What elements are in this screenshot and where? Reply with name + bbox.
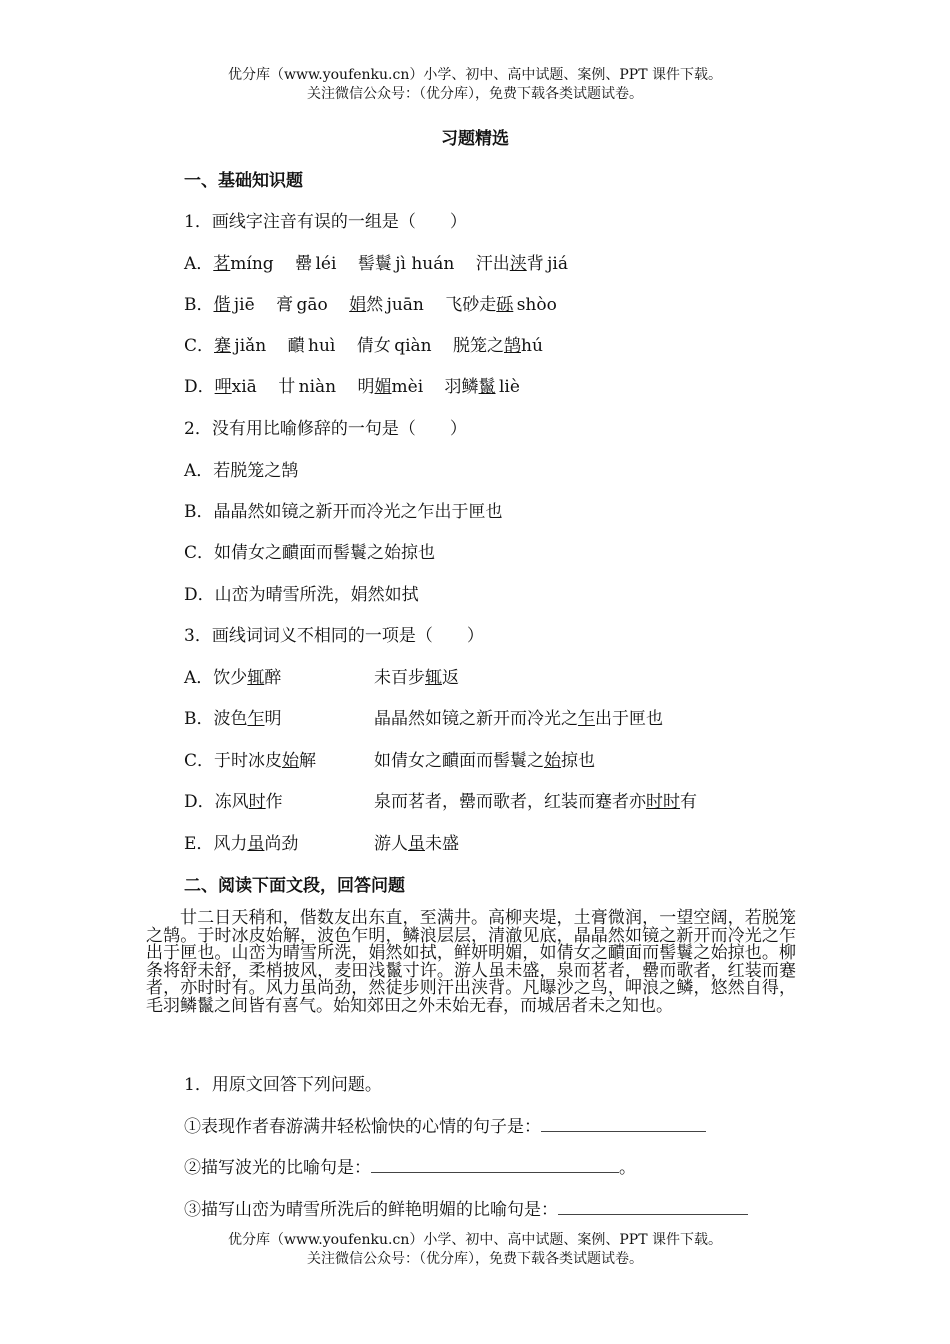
word: 廿 xyxy=(278,377,296,397)
reading-q1-stem: 1．用原文回答下列问题。 xyxy=(184,1075,382,1095)
underlined-char: 呷 xyxy=(214,377,232,397)
q1-option-b xyxy=(184,290,557,315)
underlined-char: 砾 xyxy=(496,295,514,315)
sub-question-text: ②描写波光的比喻句是： xyxy=(184,1158,371,1178)
word: 背 xyxy=(526,254,544,274)
q2-option-b: B．晶晶然如镜之新开而冷光之乍出于匣也 xyxy=(184,502,503,522)
underlined-char: 鬣 xyxy=(478,377,496,397)
word: 靧 xyxy=(287,336,305,356)
footer-line-1: 优分库（www.youfenku.cn）小学、初中、高中试题、案例、PPT 课件下载。 xyxy=(227,1232,722,1248)
text: 出于匣也 xyxy=(595,709,663,729)
word: 罍 xyxy=(295,254,313,274)
reading-q1-sub1 xyxy=(184,1112,706,1137)
word: 飞砂走 xyxy=(445,295,497,315)
text: A．饮少 xyxy=(184,668,248,688)
text: 有 xyxy=(680,792,697,812)
text: 泉而茗者，罍而歌者，红装而蹇者亦 xyxy=(374,792,646,812)
text: 明 xyxy=(264,709,282,729)
text: 晶晶然如镜之新开而冷光之 xyxy=(374,709,578,729)
word: 羽鳞 xyxy=(444,377,479,397)
underlined-word: 时 xyxy=(248,792,266,812)
q3-option-d-right xyxy=(374,787,697,812)
text: 返 xyxy=(442,668,459,688)
pinyin: míng xyxy=(230,254,274,274)
underlined-word: 始 xyxy=(282,751,300,771)
q3-stem: 3．画线词词义不相同的一项是（ ） xyxy=(184,626,484,646)
pinyin: jiǎn xyxy=(234,336,267,356)
underlined-word: 辄 xyxy=(425,668,442,688)
q1-option-a xyxy=(184,249,568,274)
q3-option-b-left xyxy=(184,704,282,729)
pinyin: shòo xyxy=(516,295,557,315)
section-1-heading: 一、基础知识题 xyxy=(184,171,303,191)
underlined-word: 乍 xyxy=(578,709,595,729)
q2-option-c: C．如倩女之靧面而髻鬟之始掠也 xyxy=(184,543,436,563)
answer-blank[interactable] xyxy=(371,1158,619,1173)
q3-option-b-right xyxy=(374,704,663,729)
pinyin: jì huán xyxy=(395,254,455,274)
reading-passage: 廿二日天稍和，偕数友出东直，至满井。高柳夹堤，土膏微润，一望空阔，若脱笼之鹄。于时冰皮始解，波色乍明，鳞浪层层，清澈见底，晶晶然如镜之新开而冷光之乍出于匣也。山峦为晴雪所洗，娟然如拭，鲜妍明媚，如倩女之靧面而髻鬟之始掠也。柳条将舒未舒，柔梢披风，麦田浅鬣寸许。游人虽未盛，泉而茗者，罍而歌者，红装而蹇者，亦时时有。风力虽尚劲，然徒步则汗出浃背。凡曝沙之鸟，呷浪之鳞，悠然自得，毛羽鳞鬣之间皆有喜气。始知郊田之外未始无春，而城居者未之知也。 xyxy=(146,908,796,1016)
pinyin: xiā xyxy=(231,377,257,397)
q3-option-d-left xyxy=(184,787,283,812)
answer-blank[interactable] xyxy=(541,1117,706,1132)
underlined-word: 辄 xyxy=(247,668,265,688)
header-line-1: 优分库（www.youfenku.cn）小学、初中、高中试题、案例、PPT 课件下载。 xyxy=(227,67,722,83)
underlined-char: 鹄 xyxy=(504,336,521,356)
text: 作 xyxy=(265,792,283,812)
pinyin: niàn xyxy=(298,377,337,397)
sub-question-text: ③描写山峦为晴雪所洗后的鲜艳明媚的比喻句是： xyxy=(184,1200,558,1220)
q3-option-a-left xyxy=(184,663,281,688)
option-label: A． xyxy=(184,254,214,274)
text: 醉 xyxy=(264,668,282,688)
underlined-word: 虽 xyxy=(408,834,425,854)
pinyin: huì xyxy=(308,336,336,356)
q1-option-d xyxy=(184,372,520,397)
text: C．于时冰皮 xyxy=(184,751,283,771)
q3-option-c-right xyxy=(374,746,595,771)
q3-option-c-left xyxy=(184,746,316,771)
footer-line-2: 关注微信公众号：（优分库），免费下载各类试题试卷。 xyxy=(307,1251,643,1267)
reading-q1-sub2 xyxy=(184,1153,636,1178)
pinyin: léi xyxy=(315,254,337,274)
header-line-2: 关注微信公众号：（优分库），免费下载各类试题试卷。 xyxy=(307,86,643,102)
underlined-char: 蹇 xyxy=(214,336,232,356)
word: 脱笼之 xyxy=(453,336,504,356)
underlined-char: 茗 xyxy=(213,254,231,274)
sub-question-text: ①表现作者春游满井轻松愉快的心情的句子是： xyxy=(184,1117,541,1137)
word: 明 xyxy=(357,377,375,397)
word: 膏 xyxy=(276,295,294,315)
pinyin: qiàn xyxy=(394,336,432,356)
word: 然 xyxy=(366,295,384,315)
q3-option-e-right xyxy=(374,829,459,854)
option-label: D． xyxy=(184,377,215,397)
pinyin: jiē xyxy=(233,295,255,315)
underlined-char: 浃 xyxy=(509,254,527,274)
pinyin: liè xyxy=(498,377,520,397)
word: 倩女 xyxy=(356,336,391,356)
pinyin: juān xyxy=(386,295,424,315)
pinyin: jiá xyxy=(547,254,568,274)
q3-option-a-right xyxy=(374,663,459,688)
answer-blank[interactable] xyxy=(558,1200,748,1215)
underlined-char: 娟 xyxy=(349,295,367,315)
option-label: B． xyxy=(184,295,214,315)
q1-stem: 1．画线字注音有误的一组是（ ） xyxy=(184,212,467,232)
q3-option-e-left xyxy=(184,829,298,854)
q2-option-d: D．山峦为晴雪所洗，娟然如拭 xyxy=(184,585,419,605)
text: 如倩女之靧面而髻鬟之 xyxy=(374,751,544,771)
word: 髻鬟 xyxy=(357,254,392,274)
section-2-heading: 二、阅读下面文段，回答问题 xyxy=(184,876,405,896)
q2-option-a: A．若脱笼之鹄 xyxy=(184,461,299,481)
text: 游人 xyxy=(374,834,408,854)
text: D．冻风 xyxy=(184,792,249,812)
text: E．风力 xyxy=(184,834,248,854)
punctuation: 。 xyxy=(619,1158,636,1178)
text: B．波色 xyxy=(184,709,248,729)
pinyin: hú xyxy=(521,336,543,356)
page-title: 习题精选 xyxy=(441,129,509,149)
underlined-word: 始 xyxy=(544,751,561,771)
underlined-char: 媚 xyxy=(374,377,392,397)
pinyin: gāo xyxy=(296,295,328,315)
underlined-char: 偕 xyxy=(213,295,231,315)
underlined-word: 虽 xyxy=(247,834,265,854)
underlined-word: 乍 xyxy=(247,709,265,729)
word: 汗出 xyxy=(475,254,510,274)
pinyin: mèi xyxy=(391,377,424,397)
text: 尚劲 xyxy=(264,834,299,854)
q1-option-c xyxy=(184,331,543,356)
q2-stem: 2．没有用比喻修辞的一句是（ ） xyxy=(184,419,467,439)
text: 解 xyxy=(299,751,317,771)
text: 未盛 xyxy=(425,834,459,854)
option-label: C． xyxy=(184,336,215,356)
underlined-word: 时时 xyxy=(646,792,680,812)
text: 掠也 xyxy=(561,751,595,771)
text: 未百步 xyxy=(374,668,425,688)
reading-q1-sub3 xyxy=(184,1195,748,1220)
